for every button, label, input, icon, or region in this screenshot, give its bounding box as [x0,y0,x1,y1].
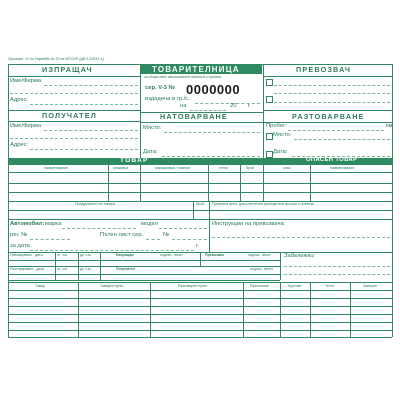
goods-col-weight: тегло [219,166,228,170]
loading-place-field[interactable] [164,132,260,133]
documents-label: Придружител на товара [75,202,115,206]
sig-load-date: Натоварване - дата [10,253,43,257]
receiver-name-field-2[interactable] [10,138,138,139]
vehicle-date-suffix: г. [196,243,200,249]
goods-col-packing: опаковка [113,166,129,170]
sig-load-from: от ч.м. [57,253,68,257]
instructions-label: Инструкции на превозвача: [212,221,286,227]
goods-col-count: брой [246,166,255,170]
goods-col-name: наименование [44,166,69,170]
footer-row5 [8,330,392,331]
hazard-col-class: клас [283,166,291,170]
sig-sender: Изпращач [116,253,134,257]
receiver-address-label: Адрес: [10,142,29,148]
sig-unload-to: до ч.м. [80,267,92,271]
sig-v3 [100,252,101,280]
sender-name-field[interactable] [44,85,138,86]
carrier-address-checkbox[interactable] [266,96,273,103]
footer-v5 [310,282,311,337]
receiver-title-line [8,121,140,122]
sig-v2 [78,252,79,280]
footer-header-line [8,290,392,291]
vehicle-divider [209,219,210,252]
sig-v1 [55,252,56,280]
series-number: 0000000 [186,82,241,97]
series-label: сер. V-3 № [145,85,175,91]
footer-row2 [8,306,392,307]
sig-v4 [200,252,201,266]
sig-row2-line [8,274,280,275]
loading-place-label: Място: [143,125,162,131]
receiver-name-field[interactable] [44,130,138,131]
vehicle-trip-series-field[interactable] [146,239,160,240]
sig-v5 [280,252,281,280]
sig-sender-sign: подпис, печат [160,253,183,257]
carrier-name-checkbox[interactable] [266,79,273,86]
unloading-place-label: Място: [273,132,292,138]
footer-v4 [280,282,281,337]
loading-title-line [140,122,263,123]
sig-row1-line-b [8,266,280,267]
sig-bottom-line [8,282,392,283]
issued-date-field[interactable] [190,110,226,111]
footer-v3 [243,282,244,337]
unloading-mileage-unit: км [386,123,393,129]
sig-row2-line-b [8,280,280,281]
sender-name-label: Име/Фирма [10,78,42,84]
divider-2 [263,64,264,162]
carrier-title: ПРЕВОЗВАЧ [296,65,352,74]
sender-name-field-2[interactable] [10,93,138,94]
issued-year-suffix: г. [248,103,252,109]
divider-1 [140,64,141,162]
price-label: Превозна цена, допълнителни разходи във връзка с превоза [212,202,314,206]
footer-col-runs: Курсове [288,284,302,288]
sender-address-label: Адрес: [10,97,29,103]
vehicle-reg-label: рег. № [10,232,28,238]
document-title: ТОВАРИТЕЛНИЦА [152,65,240,74]
issued-year-label: 20 [230,103,237,109]
vehicle-trip-label: Пътен лист сер. [100,232,144,238]
loading-title: НАТОВАРВАНЕ [160,112,228,121]
footer-col-weight: Тегло [325,284,335,288]
vehicle-model-label: модел [141,221,158,227]
issued-label: издадена в гр./с. [145,96,190,102]
sender-title-line [8,76,140,77]
goods-title: ТОВАР [120,157,149,164]
sig-unload-from: от ч.м. [57,267,68,271]
vehicle-brand-field[interactable] [62,228,136,229]
vehicle-date-field[interactable] [30,250,194,251]
vehicle-trip-no-label: № [163,232,170,238]
carrier-title-line [263,76,392,77]
sig-row1-line [8,260,280,261]
footer-col-unloading-point: Разтоварен пункт [178,284,208,288]
sig-carrier: Превозвач [205,253,225,257]
goods-row2 [8,192,392,193]
footer-row3 [8,314,392,315]
regulation-note: Приложе. 13 по Наредба № 33 на МТСИП (ДВ 13/2011 г.) [8,57,105,61]
footer-col-distance: Разстояние [250,284,270,288]
sender-address-field[interactable] [30,104,138,105]
remarks-field-2[interactable] [284,274,390,275]
sig-receiver-sign: подпис, печат [250,267,273,271]
receiver-address-field[interactable] [30,149,138,150]
docs-line [8,210,392,211]
vehicle-date-label: за дата [10,243,30,249]
unloading-date-label: Дата: [273,149,288,155]
remarks-field[interactable] [284,266,390,267]
sig-carrier-sign: подпис, печат [248,253,271,257]
hazard-title: ОПАСЕН ТОВАР [306,157,358,163]
receiver-name-label: Име/Фирма [10,123,42,129]
sig-unload-date: Разтоварване - дата [10,267,45,271]
sender-title: ИЗПРАЩАЧ [42,65,93,74]
footer-v1 [78,282,79,337]
carrier-name-field-2[interactable] [274,93,390,94]
instructions-field[interactable] [212,237,390,238]
receiver-title: ПОЛУЧАТЕЛ [42,111,98,120]
footer-v6 [350,282,351,337]
sep-carrier [263,110,392,111]
issued-on-label: на [180,103,187,109]
documents-count-label: брой [196,202,205,206]
sig-receiver: Получател [116,267,136,271]
goods-row1 [8,183,392,184]
goods-header-line [8,172,392,173]
footer-row1 [8,298,392,299]
hazard-col-name: наименование [330,166,355,170]
unloading-place-checkbox[interactable] [266,133,273,140]
loading-date-field[interactable] [162,156,260,157]
frame-right-line [392,64,393,337]
unloading-place-field[interactable] [294,139,390,140]
footer-col-loading-point: Товарен пункт [100,284,124,288]
goods-col-marking: маркировка / номера [155,166,191,170]
docs-line-2 [8,219,392,220]
footer-col-certification: Заверка [363,284,377,288]
sig-load-to: до ч.м. [80,253,92,257]
vehicle-model-field[interactable] [159,228,207,229]
footer-row4 [8,322,392,323]
remarks-label: Забележки: [284,253,316,259]
footer-col-goods: Товар [35,284,45,288]
footer-v2 [150,282,151,337]
carrier-address-field[interactable] [274,102,390,103]
loading-date-label: Дата: [143,149,158,155]
unloading-title: РАЗТОВАРВАНЕ [292,112,365,121]
carrier-name-field[interactable] [274,85,390,86]
unloading-mileage-field[interactable] [288,130,384,131]
vehicle-reg-field[interactable] [30,239,70,240]
vehicle-label: Автомобил: [10,221,45,227]
vehicle-brand-label: марка [45,221,62,227]
vehicle-trip-no-field[interactable] [172,239,207,240]
unloading-mileage-label: Пробег: [266,123,287,129]
document-subtitle: за обществен автомобилен превоз в страната [144,75,222,79]
unloading-date-checkbox[interactable] [266,151,273,158]
frame-bottom-line [8,337,392,338]
